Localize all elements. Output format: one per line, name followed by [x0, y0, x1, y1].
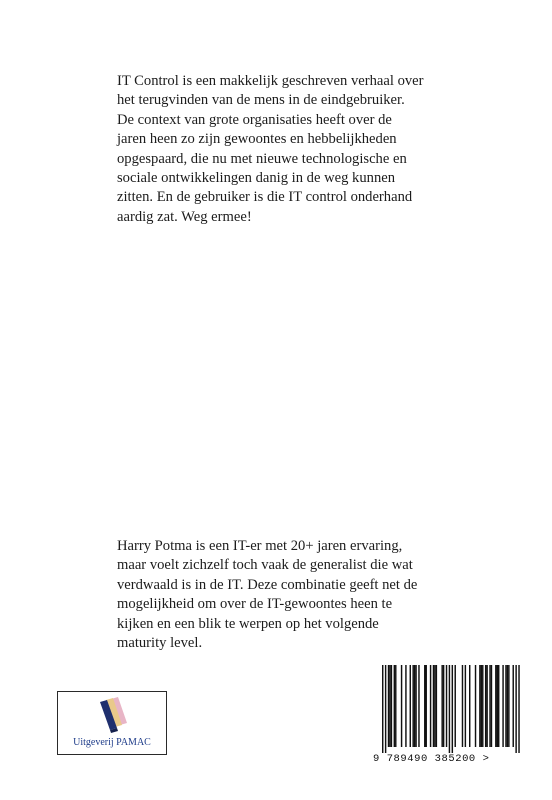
barcode-bar	[498, 665, 499, 747]
barcode-bar	[391, 665, 392, 747]
barcode-bar	[481, 665, 482, 747]
description-line: het terugvinden van de mens in de eindgebruiker.	[117, 92, 405, 109]
publisher-logo	[57, 691, 167, 755]
barcode-bar	[436, 665, 437, 747]
description-line: opgespaard, die nu met nieuwe technologische en	[117, 150, 407, 167]
barcode-bar	[462, 665, 463, 747]
barcode-bar	[485, 665, 486, 747]
barcode-bar	[424, 665, 425, 747]
book-pages-logo-icon	[94, 696, 132, 734]
barcode-bar	[486, 665, 487, 747]
barcode-bar	[515, 665, 516, 753]
barcode-bar	[401, 665, 402, 747]
barcode-bar	[433, 665, 434, 747]
barcode-bar	[418, 665, 419, 747]
barcode-bar	[469, 665, 470, 747]
barcode-bar	[395, 665, 396, 747]
barcode-bar	[465, 665, 466, 747]
description-paragraph	[117, 72, 424, 227]
barcode-bar	[455, 665, 456, 747]
barcode-bar	[430, 665, 431, 747]
barcode-bar	[513, 665, 514, 747]
barcode-bar	[426, 665, 427, 747]
barcode-bar	[405, 665, 406, 747]
author-bio-line: Harry Potma is een IT-er met 20+ jaren ervaring,	[117, 538, 403, 554]
barcode-bar	[412, 665, 413, 747]
barcode-bar	[414, 665, 415, 747]
barcode-bar	[479, 665, 480, 747]
barcode-bar	[489, 665, 490, 747]
description-line: IT Control is een makkelijk geschreven verhaal over	[117, 73, 424, 89]
barcode-bar	[495, 665, 496, 747]
barcode-bar	[497, 665, 498, 747]
description-line: aardig zat. Weg ermee!	[117, 208, 252, 225]
barcode-bar	[518, 665, 519, 753]
author-bio-line: maturity level.	[117, 635, 203, 652]
barcode-bar	[385, 665, 386, 753]
author-bio-line: mogelijkheid om over de IT-gewoontes heen te	[117, 596, 393, 613]
barcode-bar	[394, 665, 395, 747]
barcode-bar	[434, 665, 435, 747]
barcode-bar	[482, 665, 483, 747]
publisher-name: Uitgeverij PAMAC	[73, 737, 151, 748]
author-bio-paragraph	[117, 537, 417, 653]
barcode-bar	[389, 665, 390, 747]
barcode-bar	[446, 665, 447, 747]
barcode-bar	[382, 665, 383, 753]
barcode-bar	[507, 665, 508, 747]
barcode-bar	[443, 665, 444, 747]
barcode-bar	[491, 665, 492, 747]
isbn-barcode	[373, 663, 523, 769]
barcode-bar	[502, 665, 503, 747]
barcode-bar	[508, 665, 509, 747]
description-line: zitten. En de gebruiker is die IT control onderhand	[117, 189, 413, 206]
barcode-bar	[415, 665, 416, 747]
barcode-bar	[388, 665, 389, 747]
author-bio-line: verdwaald is in de IT. Deze combinatie geeft net de	[117, 576, 418, 593]
barcode-bar	[410, 665, 411, 747]
barcode-bar	[505, 665, 506, 747]
author-bio-line: kijken en een blik te werpen op het volgende	[117, 615, 379, 632]
barcode-bar	[475, 665, 476, 747]
barcode-bar	[449, 665, 450, 753]
barcode-bar	[441, 665, 442, 747]
isbn-number: 9 789490 385200 >	[373, 753, 490, 765]
description-line: jaren heen zo zijn gewoontes en hebbelijkheden	[117, 131, 397, 148]
author-bio-line: maar voelt zichzelf toch vaak de generalist die wat	[117, 557, 413, 574]
barcode-bars	[373, 663, 523, 755]
description-line: sociale ontwikkelingen danig in de weg kunnen	[117, 170, 396, 187]
barcode-bar	[452, 665, 453, 753]
description-line: De context van grote organisaties heeft over de	[117, 111, 392, 128]
